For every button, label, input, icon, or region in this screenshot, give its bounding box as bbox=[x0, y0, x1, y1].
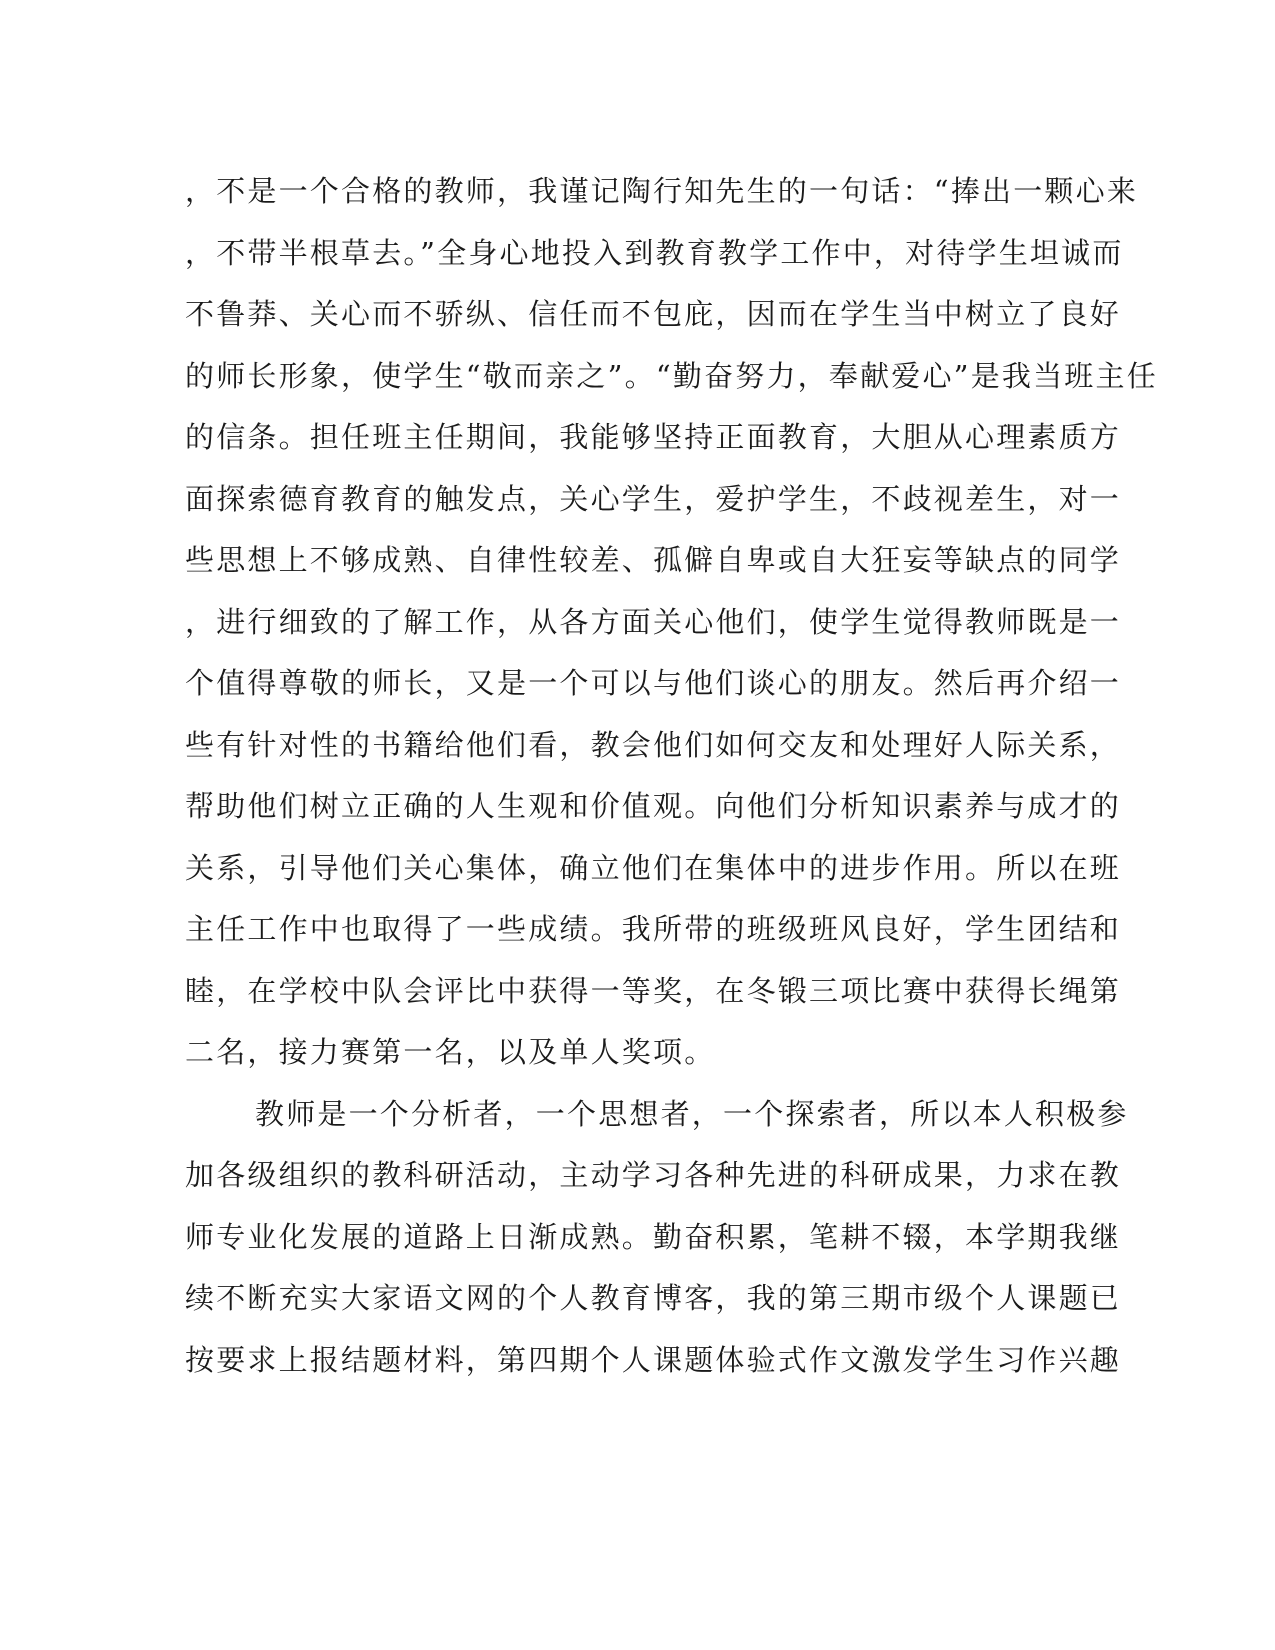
paragraph-start-line: 教师是一个分析者，一个思想者，一个探索者，所以本人积极参 bbox=[255, 1096, 1129, 1131]
text-line: 主任工作中也取得了一些成绩。我所带的班级班风良好，学生团结和 bbox=[185, 912, 1122, 946]
text-line: ，不是一个合格的教师，我谨记陶行知先生的一句话：“捧出一颗心来 bbox=[185, 174, 1139, 208]
text-line: 些思想上不够成熟、自律性较差、孤僻自卑或自大狂妄等缺点的同学 bbox=[185, 543, 1122, 577]
text-line: ，不带半根草去。”全身心地投入到教育教学工作中，对待学生坦诚而 bbox=[185, 235, 1124, 270]
text-line: 不鲁莽、关心而不骄纵、信任而不包庇，因而在学生当中树立了良好 bbox=[185, 297, 1122, 331]
text-line: 加各级组织的教科研活动，主动学习各种先进的科研成果，力求在教 bbox=[185, 1158, 1122, 1192]
text-line: 关系，引导他们关心集体，确立他们在集体中的进步作用。所以在班 bbox=[185, 850, 1122, 885]
text-line: 的师长形象，使学生“敬而亲之”。“勤奋努力，奉献爱心”是我当班主任 bbox=[185, 358, 1158, 393]
text-line: 帮助他们树立正确的人生观和价值观。向他们分析知识素养与成才的 bbox=[185, 789, 1122, 823]
text-line: 续不断充实大家语文网的个人教育博客，我的第三期市级个人课题已 bbox=[185, 1281, 1122, 1315]
text-line: 师专业化发展的道路上日渐成熟。勤奋积累，笔耕不辍，本学期我继 bbox=[185, 1219, 1122, 1254]
text-line: 二名，接力赛第一名，以及单人奖项。 bbox=[185, 1035, 716, 1069]
text-line: ，进行细致的了解工作，从各方面关心他们，使学生觉得教师既是一 bbox=[185, 604, 1122, 639]
text-line: 的信条。担任班主任期间，我能够坚持正面教育，大胆从心理素质方 bbox=[185, 420, 1122, 454]
body-text bbox=[185, 161, 1158, 1391]
text-line: 按要求上报结题材料，第四期个人课题体验式作文激发学生习作兴趣 bbox=[185, 1342, 1122, 1377]
text-line: 睦，在学校中队会评比中获得一等奖，在冬锻三项比赛中获得长绳第 bbox=[185, 973, 1122, 1008]
text-line: 面探索德育教育的触发点，关心学生，爱护学生，不歧视差生，对一 bbox=[185, 481, 1122, 516]
text-line: 个值得尊敬的师长，又是一个可以与他们谈心的朋友。然后再介绍一 bbox=[185, 666, 1122, 700]
text-line: 些有针对性的书籍给他们看，教会他们如何交友和处理好人际关系， bbox=[185, 727, 1122, 762]
